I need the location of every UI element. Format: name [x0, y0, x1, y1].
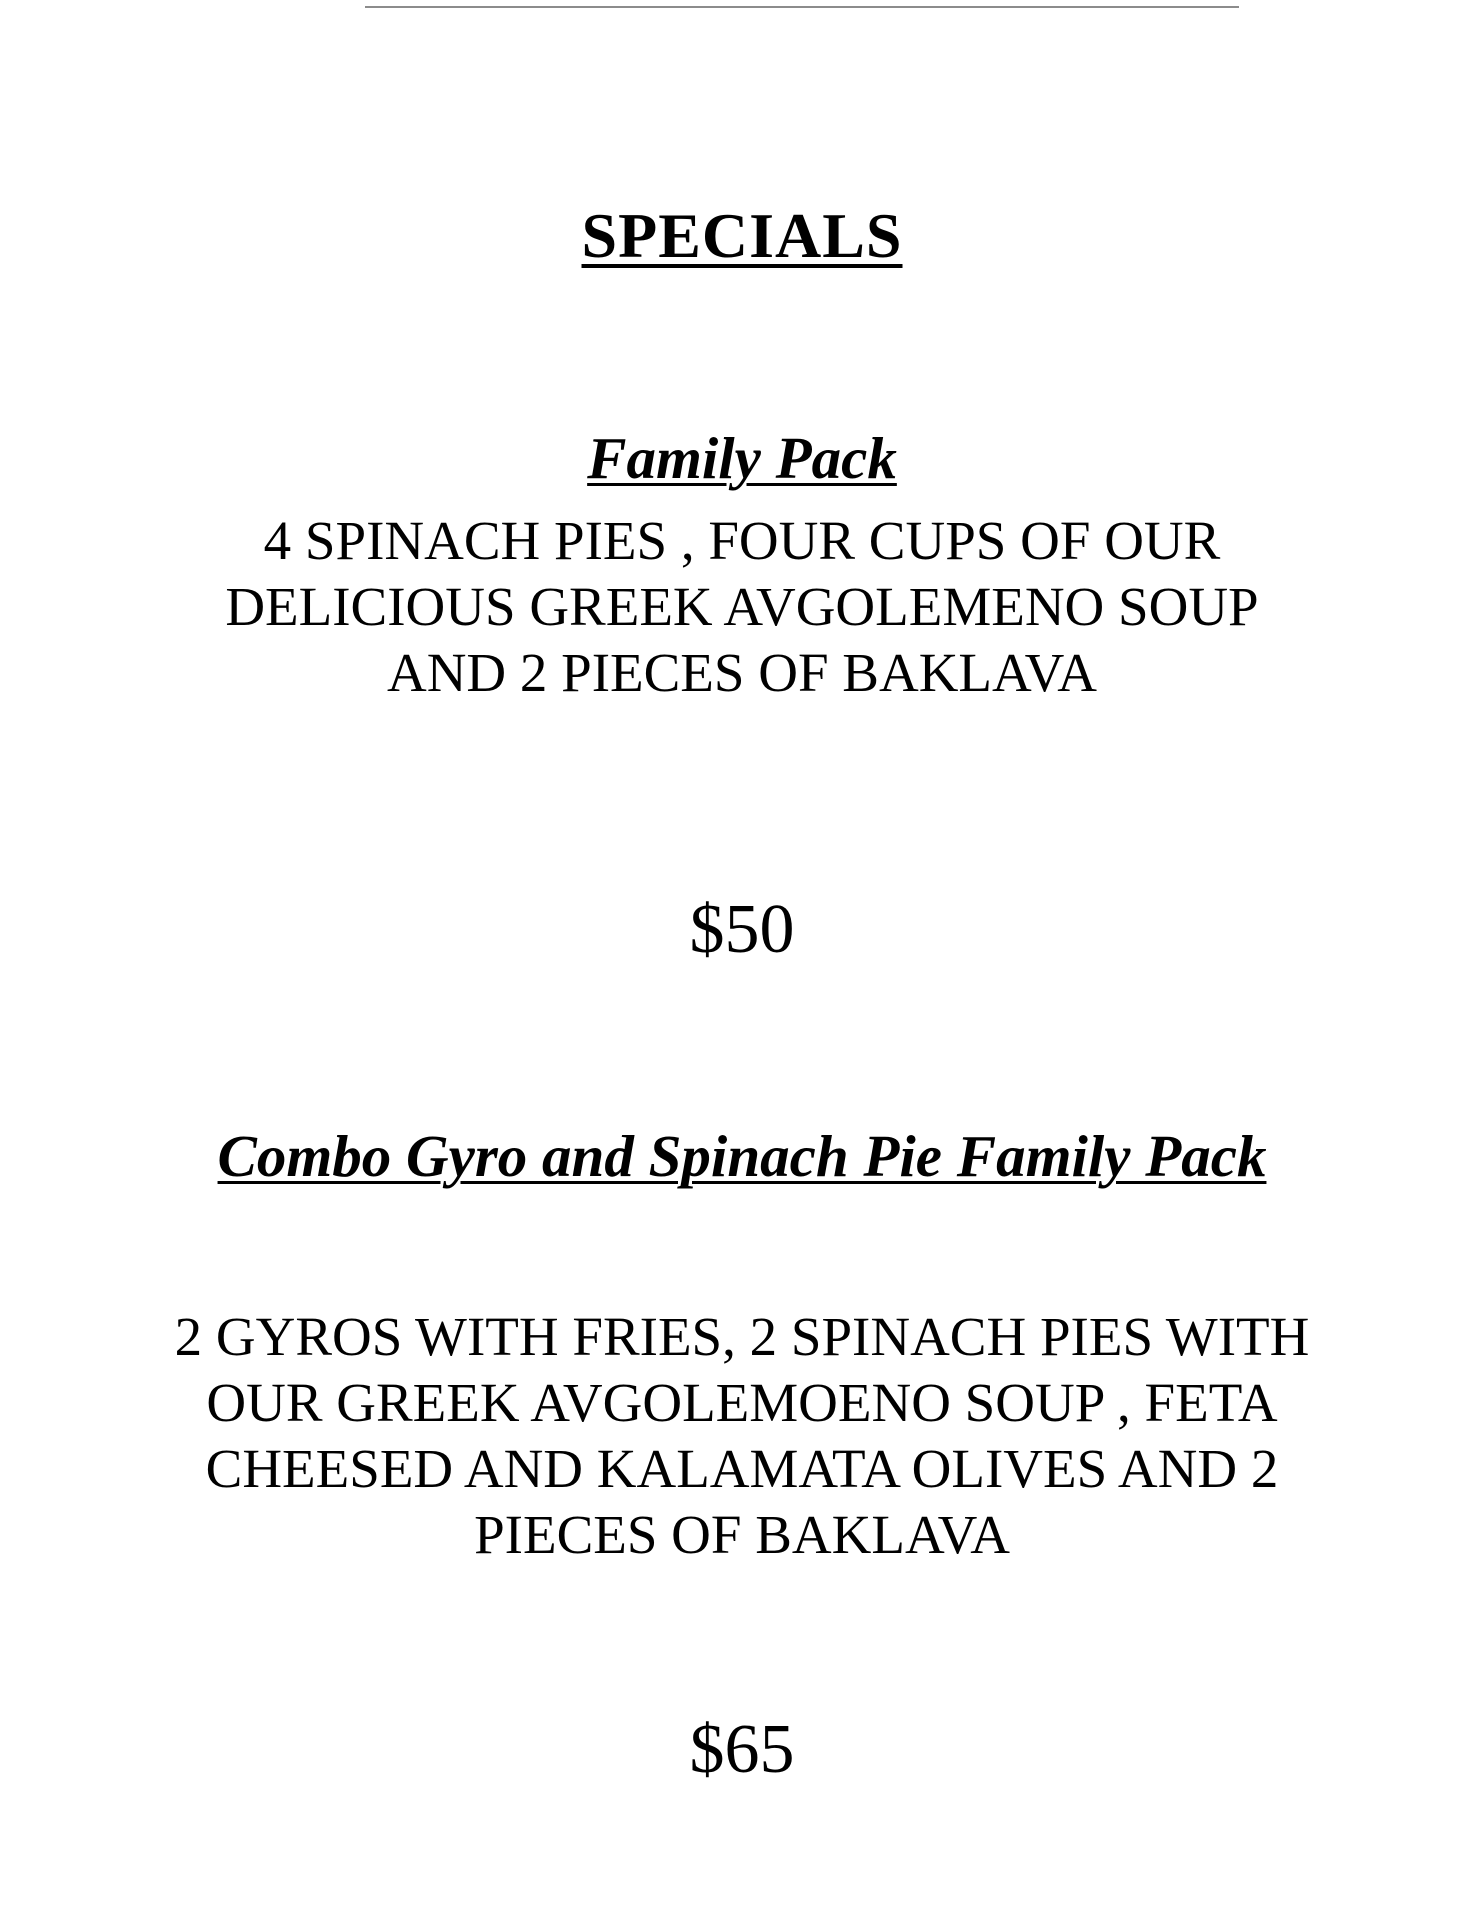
- family-pack-heading: Family Pack: [587, 425, 897, 491]
- combo-pack-price: $65: [689, 1711, 795, 1788]
- combo-pack-heading: Combo Gyro and Spinach Pie Family Pack: [217, 1123, 1267, 1189]
- page-title: SPECIALS: [581, 200, 903, 271]
- family-pack-price: $50: [689, 891, 795, 968]
- family-pack-description: 4 SPINACH PIES , FOUR CUPS OF OUR DELICIOUS GREEK AVGOLEMENO SOUP AND 2 PIECES OF BAKLAVA: [225, 510, 1259, 703]
- combo-pack-description: 2 GYROS WITH FRIES, 2 SPINACH PIES WITH OUR GREEK AVGOLEMOENO SOUP , FETA CHEESED AND KALAMATA OLIVES AND 2 PIECES OF BAKLAVA: [174, 1306, 1310, 1565]
- top-rule: [365, 6, 1239, 8]
